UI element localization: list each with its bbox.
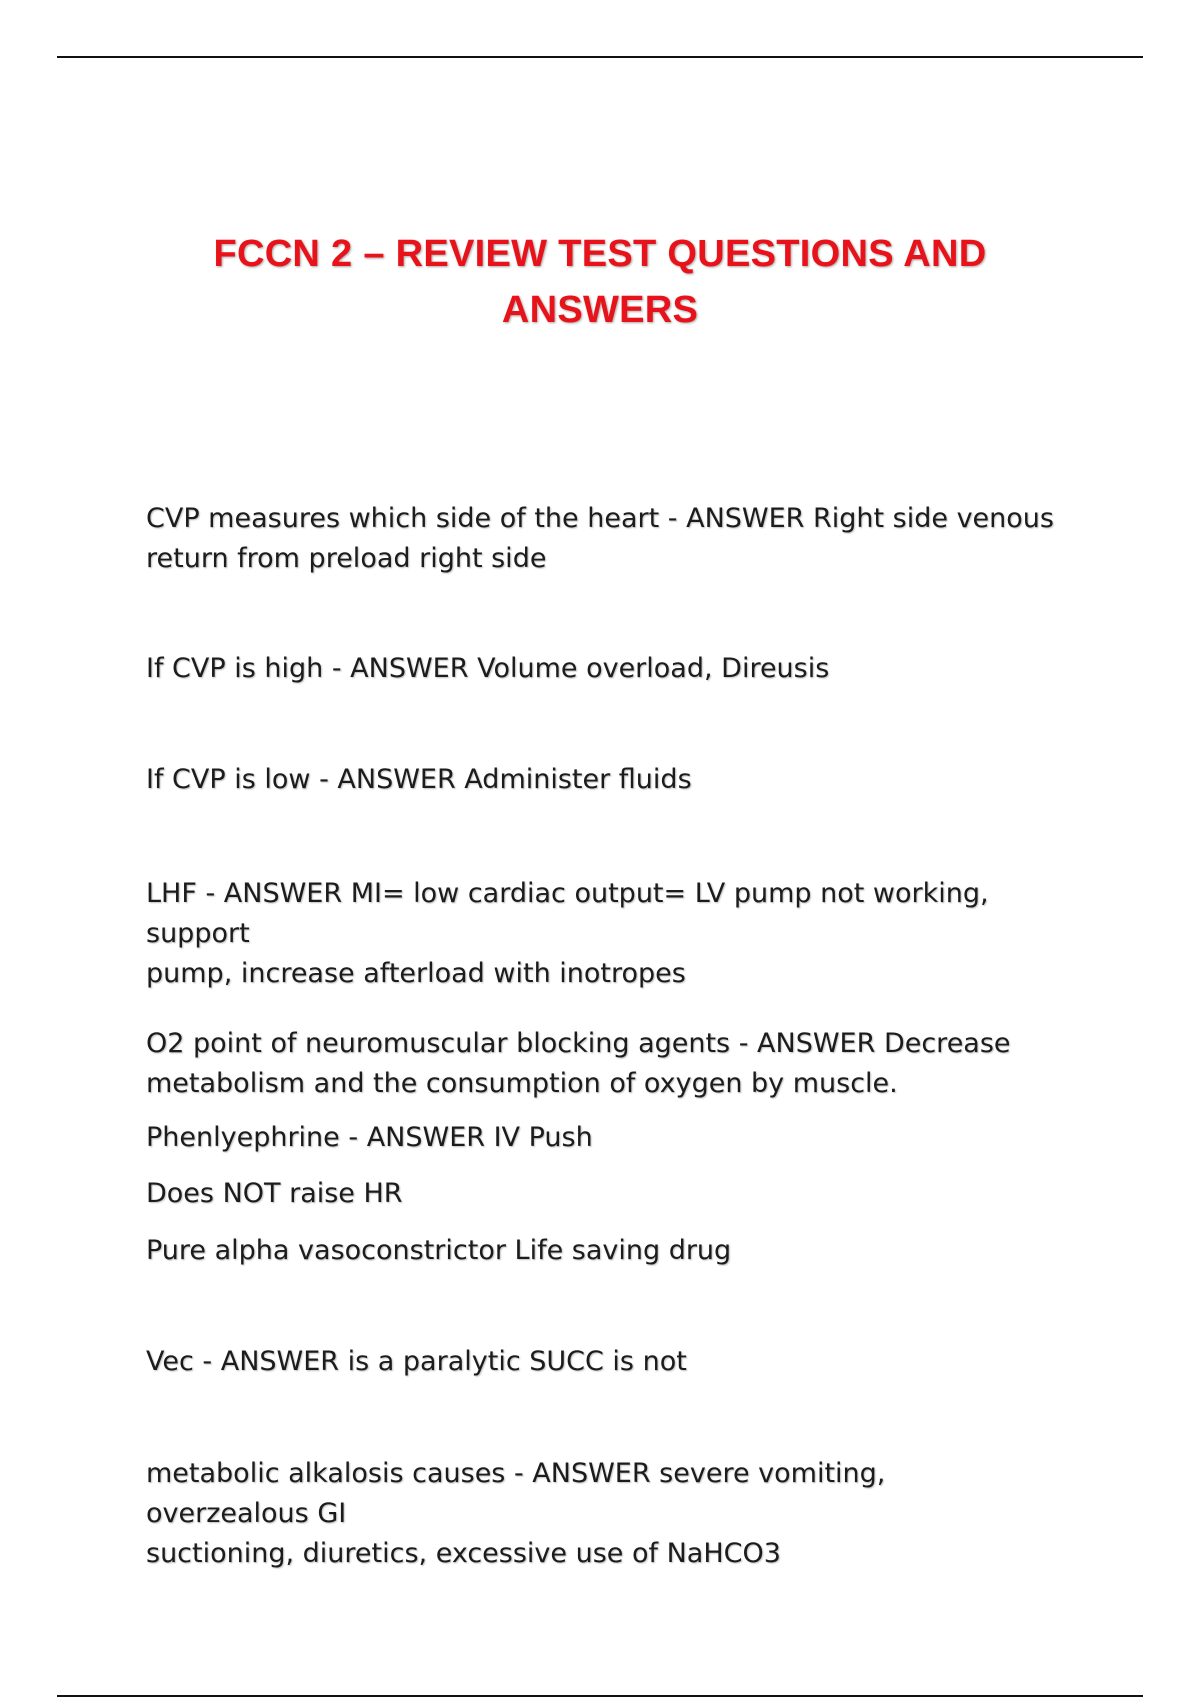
qa-line: Phenlyephrine - ANSWER IV Push	[146, 1122, 593, 1153]
qa-line: metabolic alkalosis causes - ANSWER severe vomiting, overzealous GI	[146, 1458, 886, 1529]
title-line-2: ANSWERS	[501, 289, 699, 331]
document-title	[0, 226, 1200, 338]
qa-line: Vec - ANSWER is a paralytic SUCC is not	[146, 1346, 687, 1377]
qa-item	[146, 1174, 1056, 1214]
qa-item	[146, 649, 1056, 689]
qa-line: suctioning, diuretics, excessive use of NaHCO3	[146, 1538, 781, 1569]
qa-item	[146, 499, 1056, 579]
footer-rule	[57, 1695, 1143, 1697]
qa-line: pump, increase afterload with inotropes	[146, 958, 686, 989]
title-line-1: FCCN 2 – REVIEW TEST QUESTIONS AND	[213, 233, 987, 275]
qa-item	[146, 1118, 1056, 1158]
qa-line: LHF - ANSWER MI= low cardiac output= LV pump not working, support	[146, 878, 989, 949]
qa-line: Pure alpha vasoconstrictor Life saving drug	[146, 1235, 732, 1266]
qa-line: return from preload right side	[146, 543, 547, 574]
qa-line: CVP measures which side of the heart - ANSWER Right side venous	[146, 503, 1054, 534]
qa-line: If CVP is high - ANSWER Volume overload, Direusis	[146, 653, 830, 684]
qa-line: Does NOT raise HR	[146, 1178, 403, 1209]
qa-item	[146, 1342, 1056, 1382]
qa-line: If CVP is low - ANSWER Administer fluids	[146, 764, 692, 795]
qa-line: O2 point of neuromuscular blocking agents - ANSWER Decrease	[146, 1028, 1011, 1059]
qa-item	[146, 874, 1056, 994]
qa-item	[146, 760, 1056, 800]
qa-item	[146, 1231, 1056, 1271]
qa-line: metabolism and the consumption of oxygen by muscle.	[146, 1068, 898, 1099]
qa-item	[146, 1454, 1056, 1574]
header-rule	[57, 56, 1143, 58]
qa-item	[146, 1024, 1056, 1104]
